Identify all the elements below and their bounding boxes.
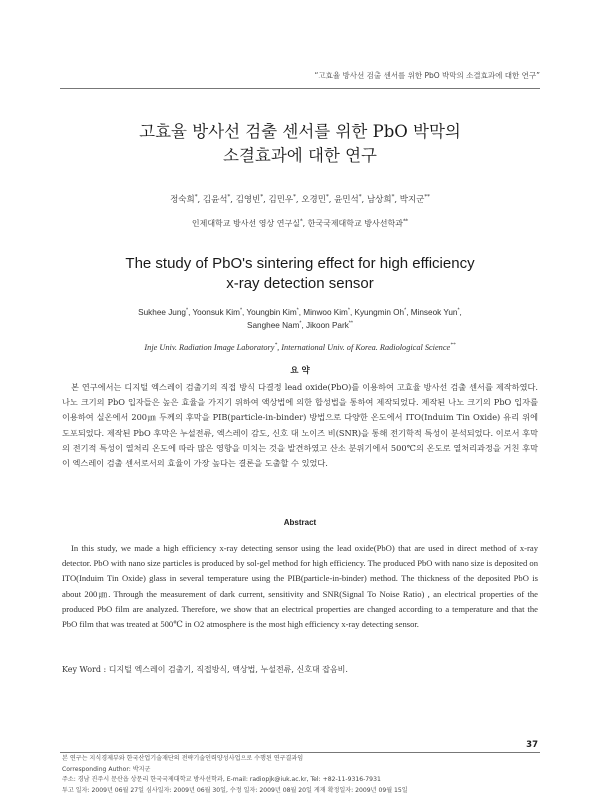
page-number: 37 <box>526 740 538 750</box>
korean-abstract-heading: 요 약 <box>290 366 310 376</box>
english-abstract-heading: Abstract <box>283 518 317 527</box>
english-authors-line-1: Sukhee Jung*, Yoonsuk Kim*, Youngbin Kim*, Minwoo Kim*, Kyungmin Oh*, Minseok Yun*, <box>138 307 462 317</box>
korean-title-line-1: 고효율 방사선 검출 센서를 위한 PbO 박막의 <box>139 122 461 141</box>
korean-affiliation: 인제대학교 방사선 영상 연구실*, 한국국제대학교 방사선학과** <box>191 218 409 228</box>
footnote-address: 주소: 경남 진주시 문산읍 상문리 한국국제대학교 방사선학과, E-mail: radiopjk@iuk.ac.kr, Tel: +82-11-9316-7931 <box>62 776 381 783</box>
keywords: Key Word : 디지털 엑스레이 검출기, 직접방식, 액상법, 누설전류, 신호대 잡음비. <box>62 665 348 674</box>
english-title-line-1: The study of PbO's sintering effect for high efficiency <box>125 255 475 272</box>
english-abstract-body: In this study, we made a high efficiency x-ray detecting sensor using the lead oxide(PbO) that are used in direct method of x-ray detector. PbO with nano size particles is produced by sol-gel method for high efficiency. The produced PbO with nano size is deposited on ITO(Induim Tin Oxide) glass in several temperature using the PIB(particle-in-binder) method. The thickness of the deposited PbO is about 200㎛. Through the measurement of dark current, sensitivity and SNR(Signal To Noise Ratio) , an electrical properties of the produced PbO film are analyzed. Therefore, we show that an electrical properties are changed according to a temperature and that the PbO film that was treated at 500℃ in O2 atmosphere is the most high efficiency x-ray detecting sensor. <box>62 543 538 630</box>
footnote-dates: 투고 일자: 2009년 06월 27일 심사일자: 2009년 06월 30일, 수정 일자: 2009년 08월 20일 게재 확정일자: 2009년 09월 15일 <box>62 786 408 794</box>
english-affiliation: Inje Univ. Radiation Image Laboratory*, International Univ. of Korea. Radiological Science** <box>144 342 456 352</box>
korean-abstract-body: 본 연구에서는 디지털 엑스레이 검출기의 직접 방식 다결정 lead oxide(PbO)를 이용하여 고효율 방사선 검출 센서를 제작하였다. 나노 크기의 PbO 입자들은 높은 효율을 가지기 위하여 액상법에 의한 합성법을 통하여 제작되었다. 제작된 나노 크기의 PbO 입자를 이용하여 실온에서 200㎛ 두께의 후막을 PIB(particle-in-binder) 방법으로 다양한 온도에서 ITO(Induim Tin Oxide) 유리 위에 도포되었다. 제작된 PbO 후막은 누설전류, 엑스레이 감도, 신호 대 노이즈 비(SNR)을 통해 전기학적 특성이 분석되었다. 이로서 후막의 전기적 특성이 열처리 온도에 따라 많은 영향을 미치는 것을 발견하였고 산소 분위기에서 500℃의 온도로 열처리과정을 거친 후막이 엑스레이 검출 센서로서의 효율이 가장 높다는 결론을 도출할 수 있었다. <box>62 382 538 469</box>
header-rule <box>60 88 540 89</box>
english-title <box>60 254 540 294</box>
footnote-rule <box>60 752 540 753</box>
korean-authors: 정숙희*, 김윤석*, 김영빈*, 김민우*, 오경민*, 윤민석*, 남상희*, 박지군** <box>170 194 430 205</box>
footnotes <box>62 754 538 796</box>
korean-title-line-2: 소결효과에 대한 연구 <box>223 146 377 165</box>
english-title-line-2: x-ray detection sensor <box>226 275 374 292</box>
running-head: “고효율 방사선 검출 센서를 위한 PbO 박막의 소결효과에 대한 연구” <box>314 71 540 80</box>
footnote-funding: 본 연구는 지식경제부와 한국산업기술재단의 전략기술인력양성사업으로 수행된 연구결과임 <box>62 755 304 762</box>
footnote-corresponding-author: Corresponding Author: 박지군 <box>62 765 151 773</box>
english-authors-line-2: Sanghee Nam*, Jikoon Park** <box>247 320 353 330</box>
korean-title <box>60 120 540 168</box>
english-authors <box>60 306 540 332</box>
